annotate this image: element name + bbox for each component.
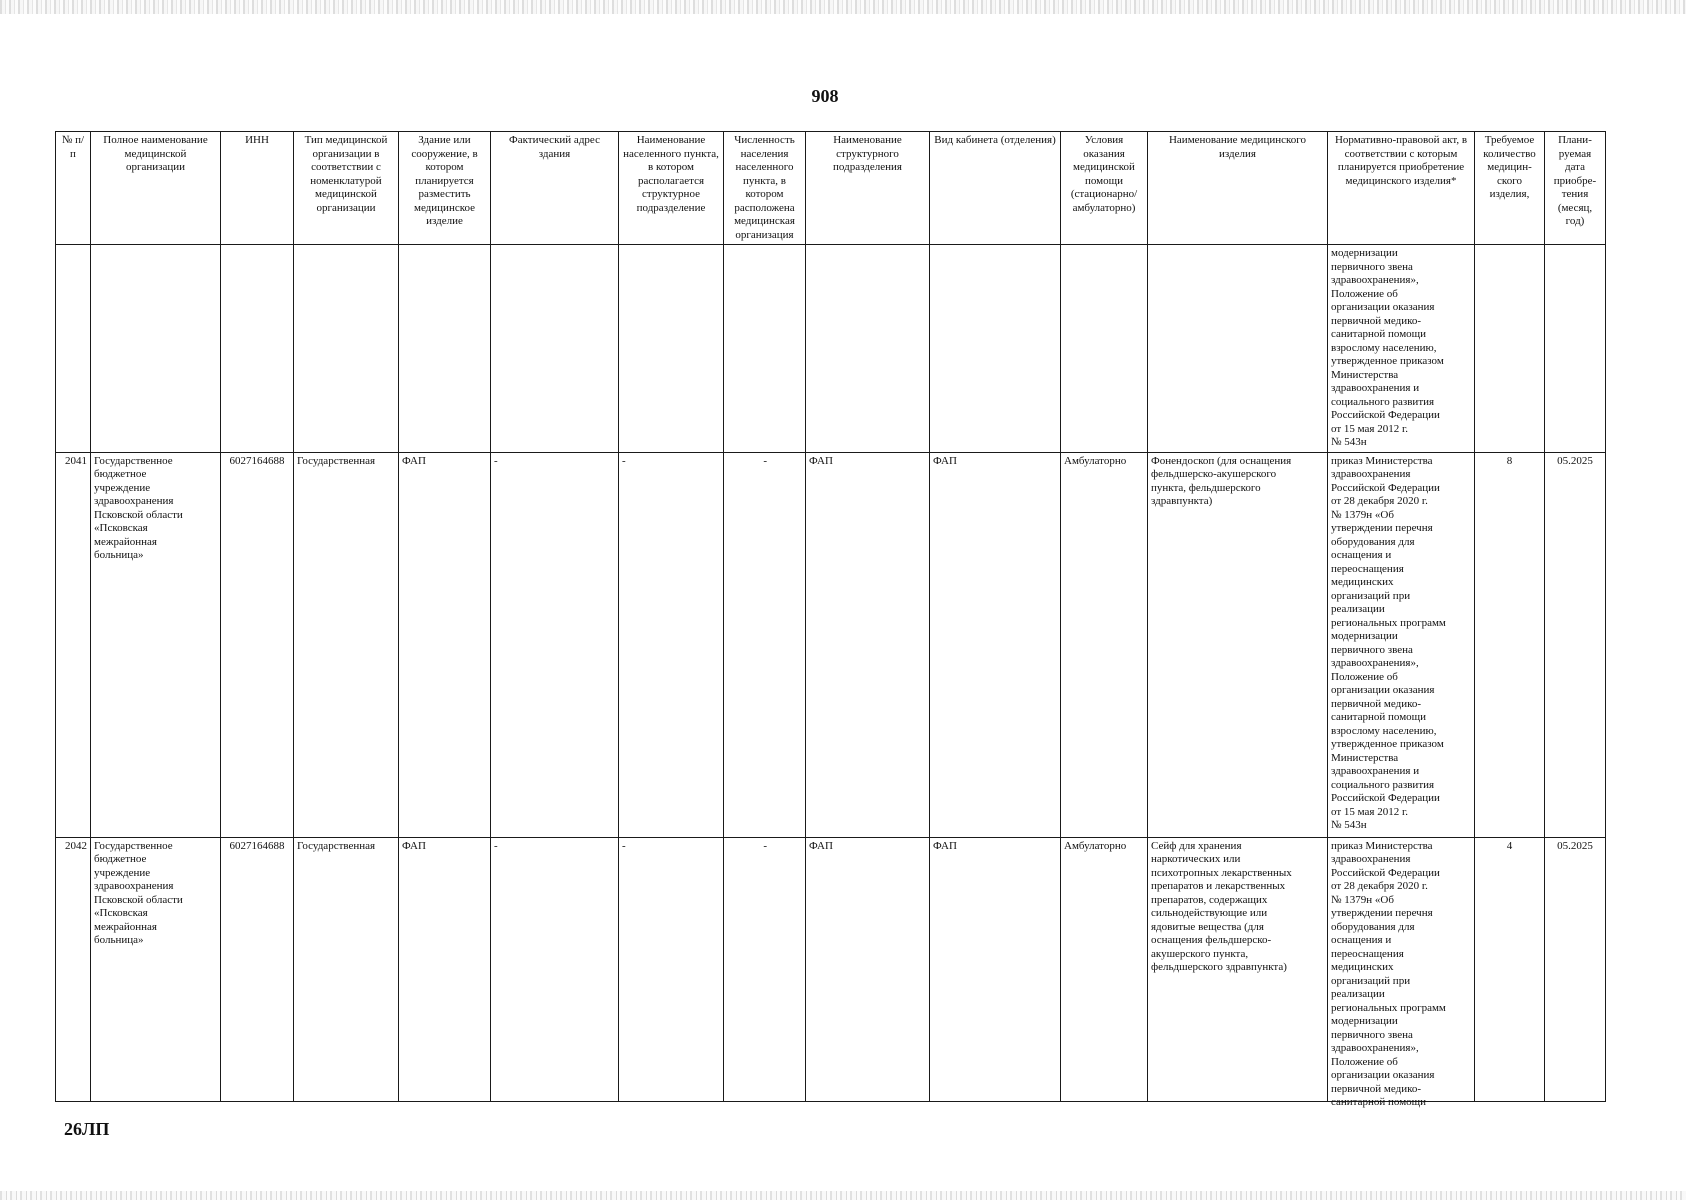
cell-subdivision: ФАП bbox=[806, 837, 930, 1101]
scan-edge-bottom bbox=[0, 1191, 1686, 1200]
equipment-table bbox=[55, 131, 1606, 1108]
cell-cabinet: ФАП bbox=[930, 837, 1061, 1101]
cell-address: - bbox=[491, 452, 619, 837]
header-conditions: Условия оказания медицинской помощи (стационарно/ амбулаторно) bbox=[1061, 132, 1148, 245]
cell-device: Фонендоскоп (для оснащения фельдшерско-акушерского пункта, фельдшерского здравпункта) bbox=[1148, 452, 1328, 837]
cell-inn: 6027164688 bbox=[221, 452, 294, 837]
header-population: Численность населения населенного пункта, в котором расположена медицинская организация bbox=[724, 132, 806, 245]
header-address: Фактический адрес здания bbox=[491, 132, 619, 245]
header-org: Полное наименование медицинской организации bbox=[91, 132, 221, 245]
header-inn: ИНН bbox=[221, 132, 294, 245]
cell-legal-act: приказ Министерства здравоохранения Российской Федерации от 28 декабря 2020 г. № 1379н «Об утверждении перечня оборудования для оснащения и переоснащения медицинских организаций при реализации региональных программ модернизации первичного звена здравоохранения», Положение об организации оказания первичной медико- санитарной помощи bbox=[1331, 839, 1446, 1108]
cell-building: ФАП bbox=[399, 837, 491, 1101]
cell-settlement: - bbox=[619, 452, 724, 837]
cell-date: 05.2025 bbox=[1545, 837, 1606, 1101]
header-quantity: Требуемое количество медицин-ского изделия, bbox=[1475, 132, 1545, 245]
cell-conditions: Амбулаторно bbox=[1061, 452, 1148, 837]
header-settlement: Наименование населенного пункта, в котором располагается структурное подразделение bbox=[619, 132, 724, 245]
header-legal-act: Нормативно-правовой акт, в соответствии с которым планируется приобретение медицинского изделия* bbox=[1328, 132, 1475, 245]
cell-building: ФАП bbox=[399, 452, 491, 837]
sheet-code: 26ЛП bbox=[64, 1119, 110, 1139]
cell-population: - bbox=[724, 452, 806, 837]
cell-quantity: 8 bbox=[1475, 452, 1545, 837]
cell-conditions: Амбулаторно bbox=[1061, 837, 1148, 1101]
cell-org: Государственное бюджетное учреждение здравоохранения Псковской области «Псковская межрайонная больница» bbox=[91, 837, 221, 1101]
header-building: Здание или сооружение, в котором планируется разместить медицинское изделие bbox=[399, 132, 491, 245]
scan-edge-top bbox=[0, 0, 1686, 14]
table-row bbox=[56, 452, 1606, 837]
cell-inn: 6027164688 bbox=[221, 837, 294, 1101]
cell-num: 2042 bbox=[56, 837, 91, 1101]
cell-settlement: - bbox=[619, 837, 724, 1101]
header-device: Наименование медицинского изделия bbox=[1148, 132, 1328, 245]
header-cabinet: Вид кабинета (отделения) bbox=[930, 132, 1061, 245]
table-header-row bbox=[56, 132, 1606, 245]
header-num: № п/п bbox=[56, 132, 91, 245]
cell-type: Государственная bbox=[294, 452, 399, 837]
table-row-continued bbox=[56, 245, 1606, 453]
cell-type: Государственная bbox=[294, 837, 399, 1101]
cell-quantity: 4 bbox=[1475, 837, 1545, 1101]
page-number: 908 bbox=[811, 86, 839, 106]
cell-cabinet: ФАП bbox=[930, 452, 1061, 837]
header-subdivision: Наименование структурного подразделения bbox=[806, 132, 930, 245]
cell-date: 05.2025 bbox=[1545, 452, 1606, 837]
cell-legal-act: приказ Министерства здравоохранения Российской Федерации от 28 декабря 2020 г. № 1379н «Об утверждении перечня оборудования для оснащения и переоснащения медицинских организаций при реализации региональных программ модернизации первичного звена здравоохранения», Положение об организации оказания первичной медико- санитарной помощи взрослому населению, утвержденное приказом Министерства здравоохранения и социального развития Российской Федерации от 15 мая 2012 г. № 543н bbox=[1328, 452, 1475, 837]
header-date: Плани-руемая дата приобре-тения (месяц, год) bbox=[1545, 132, 1606, 245]
cell-subdivision: ФАП bbox=[806, 452, 930, 837]
cell-device: Сейф для хранения наркотических или психотропных лекарственных препаратов и лекарственных препаратов, содержащих сильнодействующие или ядовитые вещества (для оснащения фельдшерско- акушерского пункта, фельдшерского здравпункта) bbox=[1148, 837, 1328, 1101]
cell-legal-act-continued: модернизации первичного звена здравоохранения», Положение об организации оказания первичной медико- санитарной помощи взрослому населению, утвержденное приказом Министерства здравоохранения и социального развития Российской Федерации от 15 мая 2012 г. № 543н bbox=[1328, 245, 1475, 453]
cell-num: 2041 bbox=[56, 452, 91, 837]
table-row bbox=[56, 837, 1606, 1101]
header-type: Тип медицинской организации в соответствии с номенклатурой медицинской организации bbox=[294, 132, 399, 245]
cell-legal-act-wrap bbox=[1328, 837, 1475, 1108]
cell-address: - bbox=[491, 837, 619, 1101]
cell-org: Государственное бюджетное учреждение здравоохранения Псковской области «Псковская межрайонная больница» bbox=[91, 452, 221, 837]
cell-population: - bbox=[724, 837, 806, 1101]
